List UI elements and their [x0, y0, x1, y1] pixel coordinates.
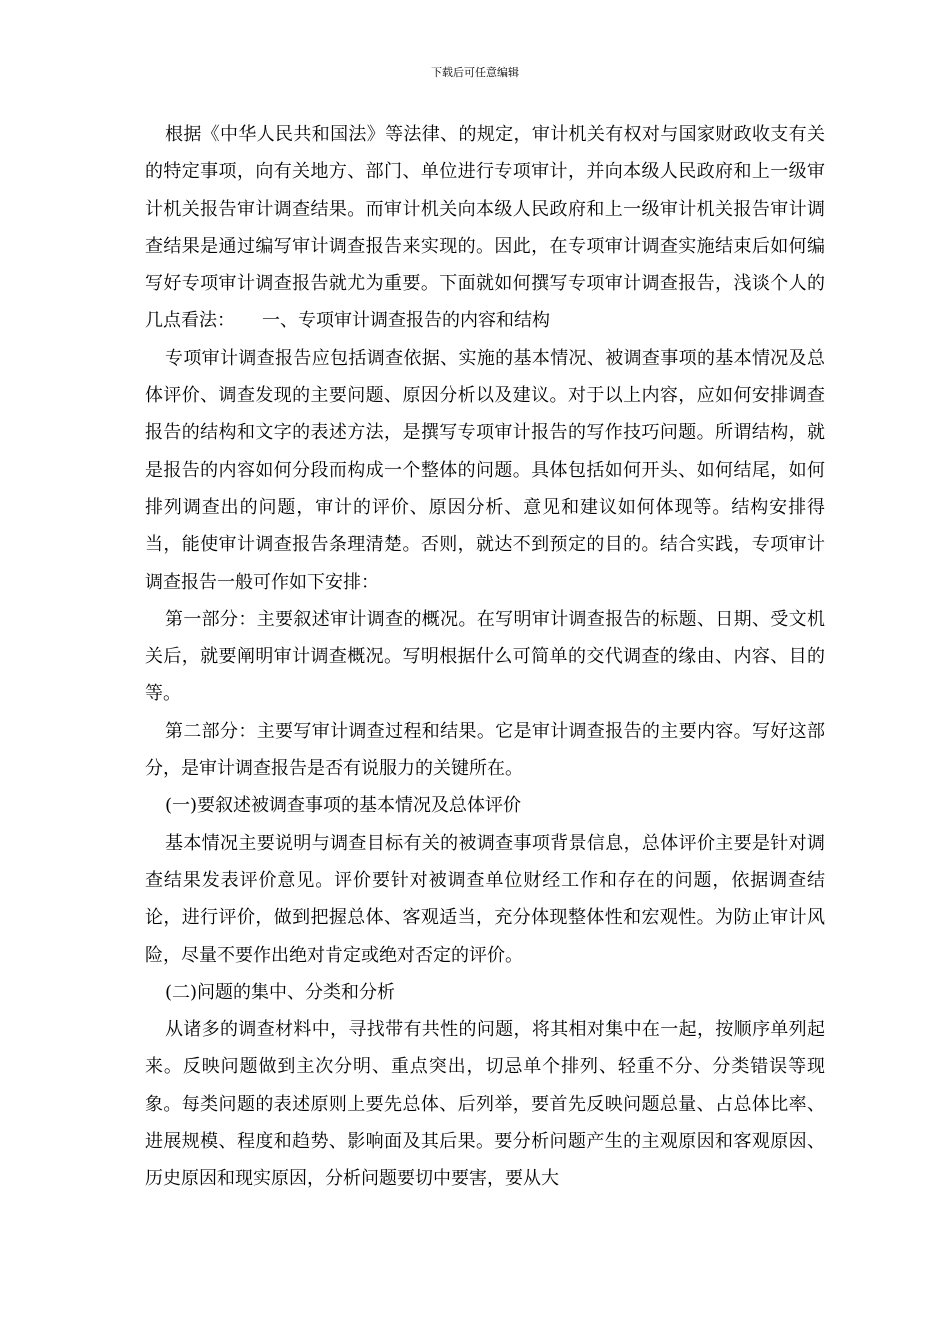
paragraph-part-two: 第二部分：主要写审计调查过程和结果。它是审计调查报告的主要内容。写好这部分，是审计调查报告是否有说服力的关键所在。 [145, 720, 825, 780]
document-body [145, 116, 825, 1198]
paragraph-structure: 专项审计调查报告应包括调查依据、实施的基本情况、被调查事项的基本情况及总体评价、调查发现的主要问题、原因分析以及建议。对于以上内容，应如何安排调查报告的结构和文字的表述方法，是撰写专项审计报告的写作技巧问题。所谓结构，就是报告的内容如何分段而构成一个整体的问题。具体包括如何开头、如何结尾，如何排列调查出的问题，审计的评价、原因分析、意见和建议如何体现等。结构安排得当，能使审计调查报告条理清楚。否则，就达不到预定的目的。结合实践，专项审计调查报告一般可作如下安排： [145, 347, 825, 593]
page-header: 下载后可任意编辑 [431, 66, 519, 79]
paragraph-intro: 根据《中华人民共和国法》等法律、的规定，审计机关有权对与国家财政收支有关的特定事项，向有关地方、部门、单位进行专项审计，并向本级人民政府和上一级审计机关报告审计调查结果。而审计机关向本级人民政府和上一级审计机关报告审计调查结果是通过编写审计调查报告来实现的。因此，在专项审计调查实施结束后如何编写好专项审计调查报告就尤为重要。下面就如何撰写专项审计调查报告，浅谈个人的几点看法： 一、专项审计调查报告的内容和结构 [145, 124, 825, 332]
paragraph-part-one: 第一部分：主要叙述审计调查的概况。在写明审计调查报告的标题、日期、受文机关后，就要阐明审计调查概况。写明根据什么可简单的交代调查的缘由、内容、目的等。 [145, 608, 825, 705]
paragraph-problem-analysis: 从诸多的调查材料中，寻找带有共性的问题，将其相对集中在一起，按顺序单列起来。反映问题做到主次分明、重点突出，切忌单个排列、轻重不分、分类错误等现象。每类问题的表述原则上要先总体、后列举，要首先反映问题总量、占总体比率、进展规模、程度和趋势、影响面及其后果。要分析问题产生的主观原因和客观原因、历史原因和现实原因，分析问题要切中要害，要从大 [145, 1019, 825, 1190]
subheading-two: (二)问题的集中、分类和分析 [165, 981, 396, 1003]
subheading-one: (一)要叙述被调查事项的基本情况及总体评价 [165, 795, 522, 817]
paragraph-basic-situation: 基本情况主要说明与调查目标有关的被调查事项背景信息，总体评价主要是针对调查结果发表评价意见。评价要针对被调查单位财经工作和存在的问题，依据调查结论，进行评价，做到把握总体、客观适当，充分体现整体性和宏观性。为防止审计风险，尽量不要作出绝对肯定或绝对否定的评价。 [145, 832, 825, 966]
